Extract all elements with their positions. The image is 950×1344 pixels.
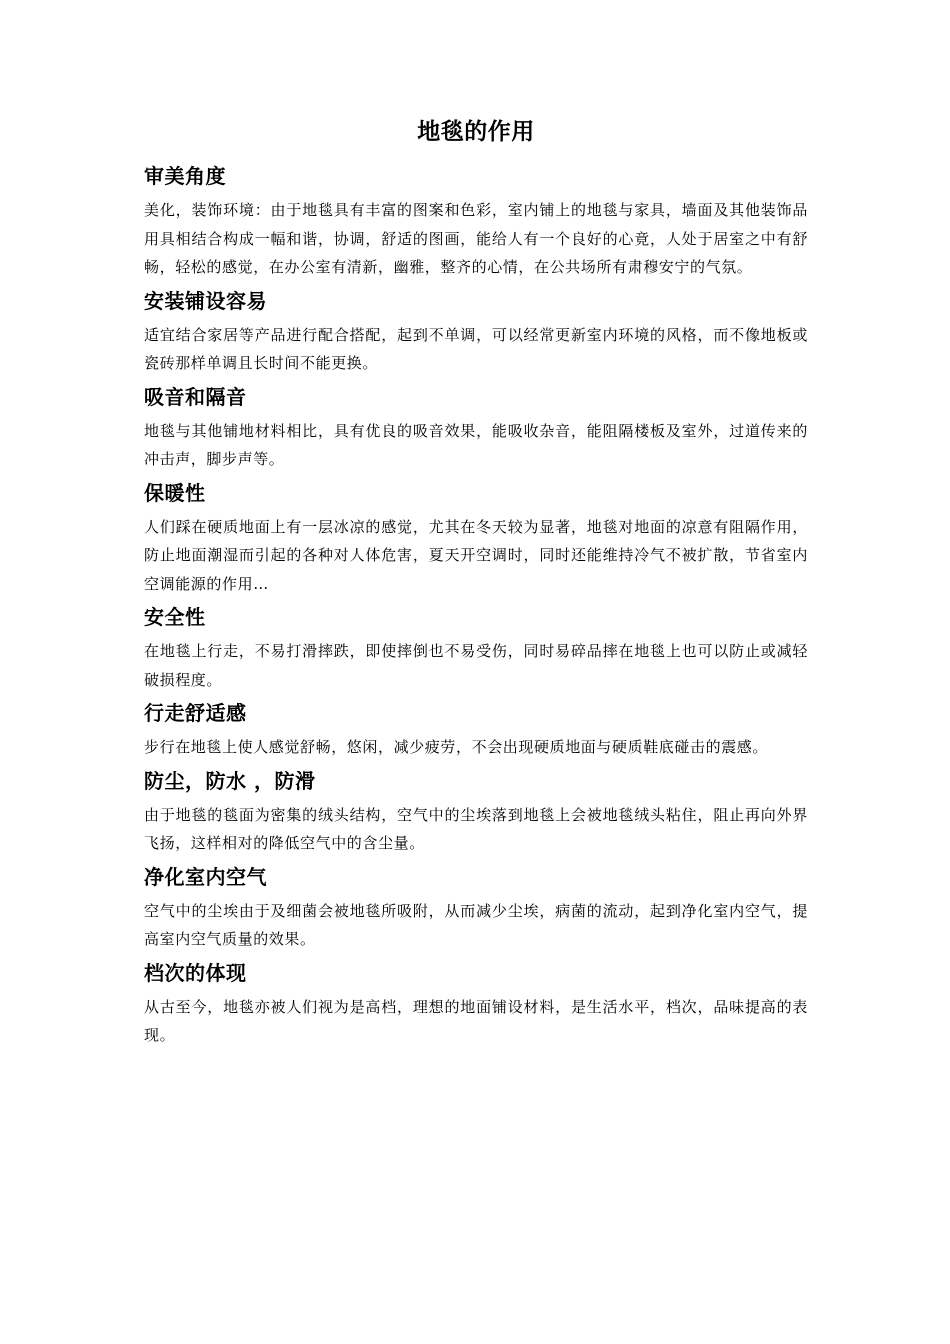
section-body: 由于地毯的毯面为密集的绒头结构，空气中的尘埃落到地毯上会被地毯绒头粘住，阻止再向外界飞扬，这样相对的降低空气中的含尘量。: [144, 805, 808, 852]
section-heading: 吸音和隔音: [144, 384, 247, 409]
section-body: 在地毯上行走，不易打滑摔跌，即使摔倒也不易受伤，同时易碎品摔在地毯上也可以防止或减轻破损程度。: [144, 642, 808, 689]
section-dust-water-slip: [144, 767, 808, 858]
section-body: 步行在地毯上使人感觉舒畅，悠闲，减少疲劳，不会出现硬质地面与硬质鞋底碰击的震感。: [144, 738, 769, 756]
section-heading: 净化室内空气: [144, 864, 267, 889]
section-body: 空气中的尘埃由于及细菌会被地毯所吸附，从而减少尘埃，病菌的流动，起到净化室内空气，提高室内空气质量的效果。: [144, 901, 808, 948]
section-easy-installation: [144, 287, 808, 378]
section-warmth: [144, 479, 808, 599]
section-status: [144, 959, 808, 1050]
section-heading: 防尘，防水 ，防滑: [144, 768, 316, 793]
section-sound-insulation: [144, 383, 808, 474]
page-title: 地毯的作用: [417, 119, 535, 145]
section-body: 适宜结合家居等产品进行配合搭配，起到不单调，可以经常更新室内环境的风格，而不像地板或瓷砖那样单调且长时间不能更换。: [144, 325, 808, 372]
section-walking-comfort: [144, 699, 808, 762]
section-body: 从古至今，地毯亦被人们视为是高档，理想的地面铺设材料，是生活水平，档次，品味提高的表现。: [144, 997, 808, 1044]
section-heading: 保暖性: [144, 480, 206, 505]
section-heading: 安全性: [144, 605, 206, 629]
section-aesthetics: [144, 162, 808, 282]
section-air-purification: [144, 863, 808, 954]
section-heading: 安装铺设容易: [144, 288, 267, 313]
section-body: 人们踩在硬质地面上有一层冰凉的感觉，尤其在冬天较为显著，地毯对地面的凉意有阻隔作用，防止地面潮湿而引起的各种对人体危害，夏天开空调时，同时还能维持冷气不被扩散，节省室内空调能源的作用…: [144, 517, 808, 593]
section-body: 美化，装饰环境：由于地毯具有丰富的图案和色彩，室内铺上的地毯与家具，墙面及其他装饰品用具相结合构成一幅和谐，协调，舒适的图画，能给人有一个良好的心竟，人处于居室之中有舒畅，轻松的感觉，在办公室有清新，幽雅，整齐的心情，在公共场所有肃穆安宁的气氛。: [144, 201, 808, 276]
section-heading: 行走舒适感: [144, 701, 247, 725]
section-body: 地毯与其他铺地材料相比，具有优良的吸音效果，能吸收杂音，能阻隔楼板及室外，过道传来的冲击声，脚步声等。: [144, 421, 808, 468]
section-heading: 档次的体现: [144, 960, 247, 985]
section-safety: [144, 603, 808, 694]
section-heading: 审美角度: [144, 164, 226, 188]
document-page: [144, 112, 808, 1055]
